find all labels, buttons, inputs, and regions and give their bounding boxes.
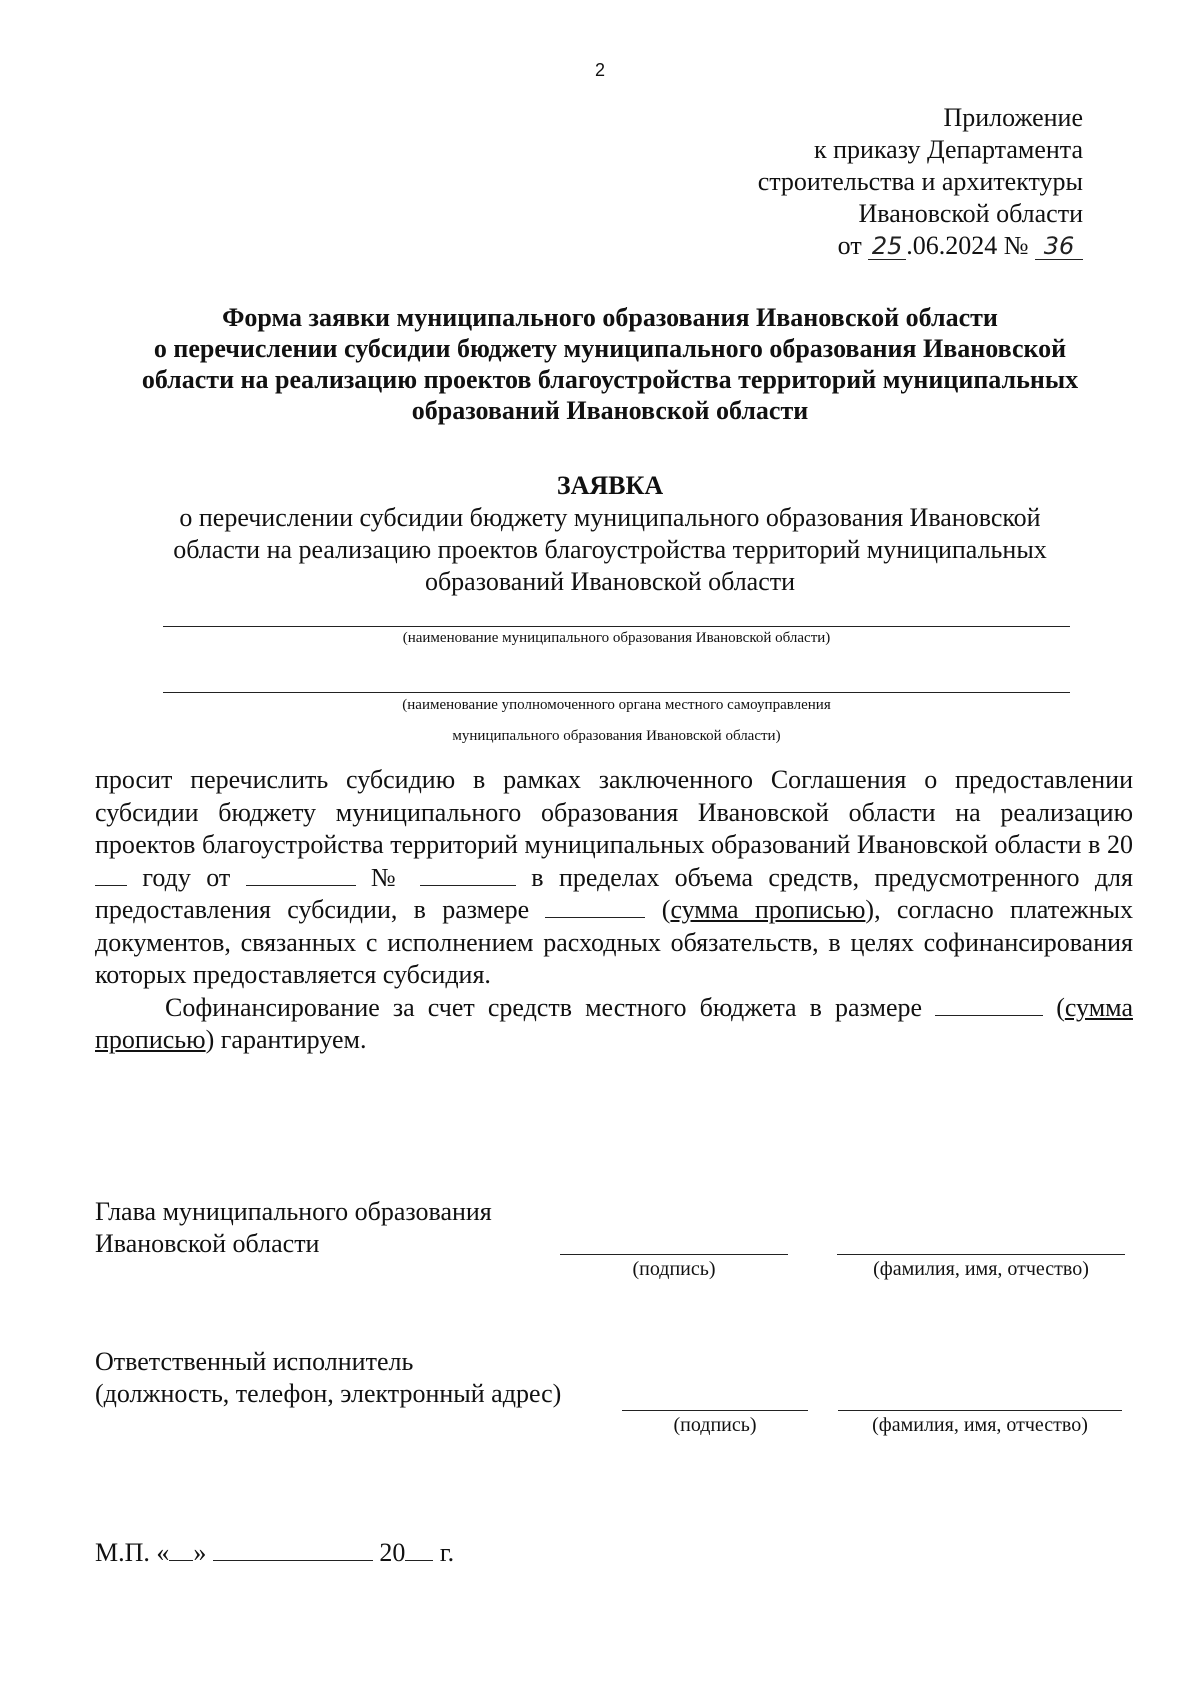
zayavka-subtitle-line: области на реализацию проектов благоустройства территорий муниципальных <box>173 535 1047 564</box>
subsidy-amount-blank[interactable] <box>545 897 645 918</box>
sum-in-words-hint: сумма прописью <box>95 992 1133 1054</box>
appendix-line: Приложение <box>943 103 1083 132</box>
cofinancing-amount-blank[interactable] <box>935 995 1043 1016</box>
head-signature-line[interactable] <box>560 1254 788 1255</box>
form-title <box>90 302 1130 426</box>
agreement-date-blank[interactable] <box>246 865 356 886</box>
head-name-caption: (фамилия, имя, отчество) <box>873 1258 1089 1280</box>
appendix-line: к приказу Департамента <box>813 135 1083 164</box>
form-title-line: области на реализацию проектов благоустройства территорий муниципальных <box>141 365 1079 394</box>
day-blank[interactable] <box>169 1540 193 1561</box>
authority-name-line[interactable] <box>163 692 1070 693</box>
handwritten-day: 25 <box>868 233 906 260</box>
executor-name-caption: (фамилия, имя, отчество) <box>872 1414 1088 1436</box>
head-signature-label: Глава муниципального образования Ивановской области <box>95 1197 492 1258</box>
zayavka-title: ЗАЯВКА <box>556 471 664 500</box>
zayavka-subtitle-line: образований Ивановской области <box>424 567 796 596</box>
executor-signature-label: Ответственный исполнитель (должность, телефон, электронный адрес) <box>95 1347 562 1408</box>
month-blank[interactable] <box>213 1540 373 1561</box>
form-title-line: образований Ивановской области <box>411 396 809 425</box>
executor-signature-line[interactable] <box>622 1410 808 1411</box>
handwritten-number: 36 <box>1035 233 1083 260</box>
head-signature-caption: (подпись) <box>632 1258 716 1280</box>
zayavka-subtitle <box>90 502 1130 598</box>
stamp-date-line: М.П. « » 20 г. <box>95 1538 455 1567</box>
stamp-mark: М.П. « <box>95 1538 170 1567</box>
request-body <box>95 764 1133 1057</box>
cofinancing-paragraph: Софинансирование за счет средств местного бюджета в размере (сумма прописью) гарантируем. <box>95 992 1133 1054</box>
page-number: 2 <box>594 60 605 80</box>
year-blank[interactable] <box>405 1540 433 1561</box>
executor-name-line[interactable] <box>838 1410 1122 1411</box>
number-sign: № <box>1003 231 1029 260</box>
request-paragraph: просит перечислить субсидию в рамках заключенного Соглашения о предоставлении субсидии бюджету муниципального образования Ивановской области на реализацию проектов благоустройства территорий муниципальных образований Ивановской области в 20 году от № в пределах объема средств, предусмотренного для предоставления субсидии, в размере (сумма прописью), согласно платежных документов, связанных с исполнением расходных обязательств, в целях софинансирования которых предоставляется субсидия. <box>95 765 1134 989</box>
zayavka-subtitle-line: о перечислении субсидии бюджету муниципального образования Ивановской <box>179 503 1041 532</box>
municipality-name-caption: (наименование муниципального образования Ивановской области) <box>402 630 831 646</box>
form-title-line: Форма заявки муниципального образования Ивановской области <box>222 303 998 332</box>
authority-name-caption-line2: муниципального образования Ивановской области) <box>452 728 781 744</box>
date-rest: .06.2024 <box>906 231 998 260</box>
appendix-line: Ивановской области <box>858 199 1083 228</box>
order-date-line <box>583 230 1083 262</box>
form-title-line: о перечислении субсидии бюджету муниципального образования Ивановской <box>153 334 1067 363</box>
head-name-line[interactable] <box>837 1254 1125 1255</box>
sum-in-words-hint: сумма прописью <box>670 895 866 924</box>
appendix-line: строительства и архитектуры <box>757 167 1083 196</box>
date-prefix: от <box>837 231 862 260</box>
executor-signature-caption: (подпись) <box>673 1414 757 1436</box>
agreement-number-blank[interactable] <box>420 865 516 886</box>
year-blank[interactable] <box>95 865 127 886</box>
authority-name-caption-line1: (наименование уполномоченного органа местного самоуправления <box>402 697 831 713</box>
municipality-name-line[interactable] <box>163 626 1070 627</box>
appendix-header <box>583 102 1083 262</box>
